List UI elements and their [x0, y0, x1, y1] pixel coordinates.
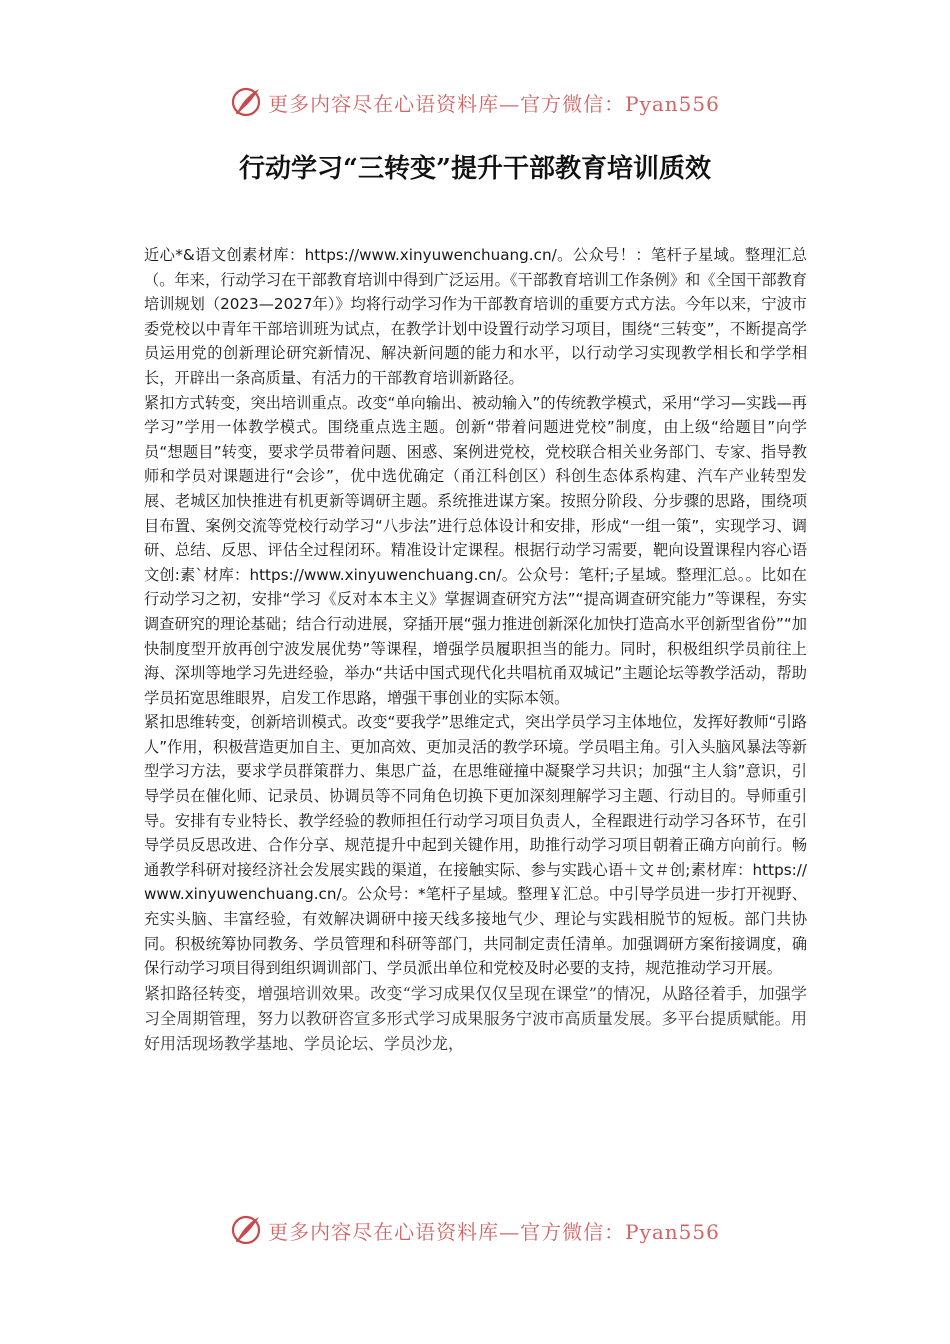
watermark-banner-top: [0, 80, 950, 124]
watermark-banner-bottom: [0, 1208, 950, 1252]
paragraph-thinking-shift: 紧扣思维转变，创新培训模式。改变“要我学”思维定式，突出学员学习主体地位，发挥好教师“引路人”作用，积极营造更加自主、更加高效、更加灵活的教学环境。学员唱主角。引入头脑风暴法等新型学习方法，要求学员群策群力、集思广益，在思维碰撞中凝聚学习共识；加强“主人翁”意识，引导学员在催化师、记录员、协调员等不同角色切换下更加深刻理解学习主题、行动目的。导师重引导。安排有专业特长、教学经验的教师担任行动学习项目负责人，全程跟进行动学习各环节，在引导学员反思改进、合作分享、规范提升中起到关键作用，助推行动学习项目朝着正确方向前行。畅通教学科研对接经济社会发展实践的渠道，在接触实际、参与实践心语＋文＃创;素材库：https://www.xinyuwenchuang.cn/。公众号：*笔杆子星域。整理￥汇总。中引导学员进一步打开视野、充实头脑、丰富经验，有效解决调研中接天线多接地气少、理论与实践相脱节的短板。部门共协同。积极统筹协同教务、学员管理和科研等部门，共同制定责任清单。加强调研方案衔接调度，确保行动学习项目得到组织调训部门、学员派出单位和党校及时必要的支持，规范推动学习开展。: [144, 713, 807, 978]
paragraph-intro: 近心*&语文创素材库：https://www.xinyuwenchuang.cn/。公众号！：笔杆子星域。整理汇总（。年来，行动学习在干部教育培训中得到广泛运用。《干部教育培训工作条例》和《全国干部教育培训规划（2023—2027年）》均将行动学习作为干部教育培训的重要方式方法。今年以来，宁波市委党校以中青年干部培训班为试点，在教学计划中设置行动学习项目，围绕“三转变”，不断提高学员运用党的创新理论研究新情况、解决新问题的能力和水平，以行动学习实现教学相长和学学相长，开辟出一条高质量、有活力的干部教育培训新路径。: [144, 246, 807, 387]
watermark-text: 更多内容尽在心语资料库—官方微信：Pyan556: [268, 1219, 720, 1244]
quill-logo-icon: [230, 85, 264, 119]
document-title: 行动学习“三转变”提升干部教育培训质效: [239, 154, 711, 184]
paragraph-method-shift: 紧扣方式转变，突出培训重点。改变“单向输出、被动输入”的传统教学模式，采用“学习—实践—再学习”学用一体教学模式。围绕重点选主题。创新“带着问题进党校”制度，由上级“给题目”向学员“想题目”转变，要求学员带着问题、困惑、案例进党校，党校联合相关业务部门、专家、指导教师和学员对课题进行“会诊”，优中选优确定（甬江科创区）科创生态体系构建、汽车产业转型发展、老城区加快推进有机更新等调研主题。系统推进谋方案。按照分阶段、分步骤的思路，围绕项目布置、案例交流等党校行动学习“八步法”进行总体设计和安排，形成“一组一策”，实现学习、调研、总结、反思、评估全过程闭环。精准设计定课程。根据行动学习需要，靶向设置课程内容心语文创:素`材库：https://www.xinyuwenchuang.cn/。公众号：笔杆;子星域。整理汇总。。比如在行动学习之初，安排“学习《反对本本主义》掌握调查研究方法”“提高调查研究能力”等课程，夯实调查研究的理论基础；结合行动进展，穿插开展“强力推进创新深化加快打造高水平创新型省份”“加快制度型开放再创宁波发展优势”等课程，增强学员履职担当的能力。同时，积极组织学员前往上海、深圳等地学习先进经验，举办“共话中国式现代化共唱杭甬双城记”主题论坛等教学活动，帮助学员拓宽思维眼界，启发工作思路，增强干事创业的实际本领。: [144, 393, 807, 707]
paragraph-path-shift: 紧扣路径转变，增强培训效果。改变“学习成果仅仅呈现在课堂”的情况，从路径着手，加强学习全周期管理，努力以教研咨宣多形式学习成果服务宁波市高质量发展。多平台提质赋能。用好用活现场教学基地、学员论坛、学员沙龙，: [144, 983, 807, 1053]
quill-logo-icon: [230, 1213, 264, 1247]
watermark-text: 更多内容尽在心语资料库—官方微信：Pyan556: [268, 91, 720, 116]
document-body: [144, 243, 807, 1056]
